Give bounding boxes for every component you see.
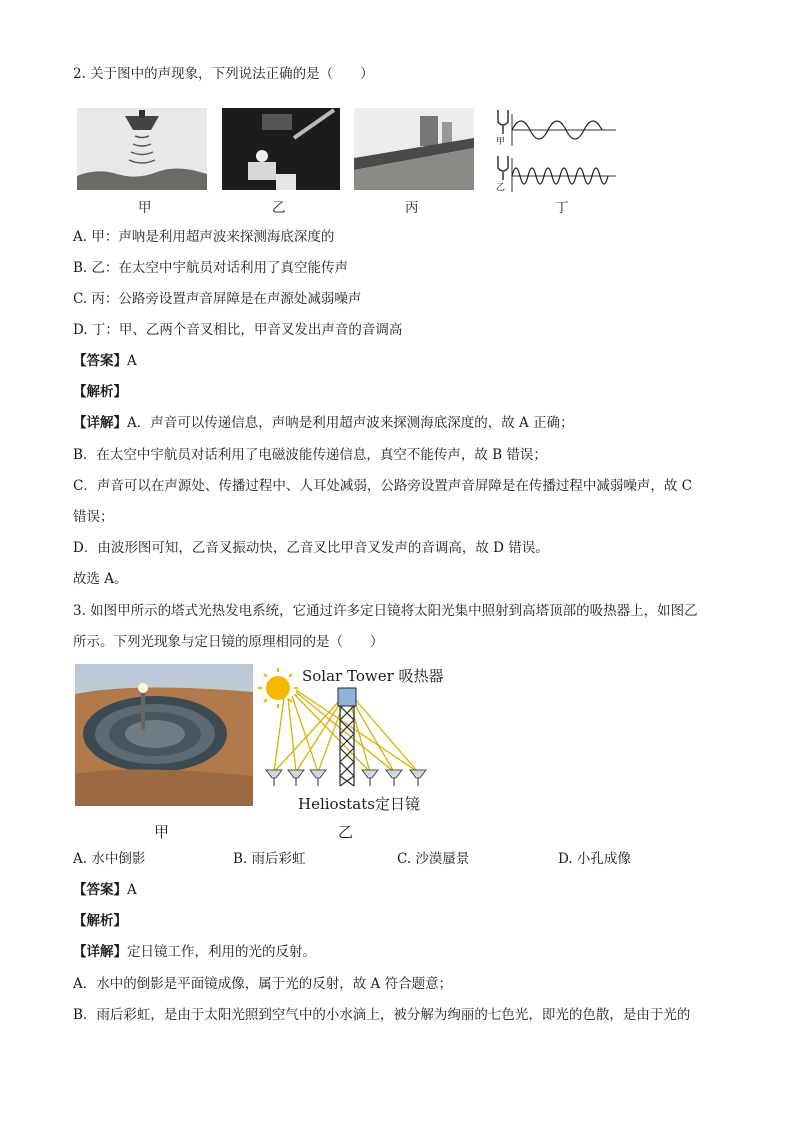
q3-option-a: A. 水中倒影 <box>73 851 146 867</box>
q2-explanation-a: 【详解】A．声音可以传递信息，声呐是利用超声波来探测海底深度的，故 A 正确； <box>73 415 574 431</box>
q2-wave-label-jia: 甲 <box>496 137 506 147</box>
q3-stem-line1: 3. 如图甲所示的塔式光热发电系统，它通过许多定日镜将太阳光集中照射到高塔顶部的吸热器上，如图乙 <box>73 603 698 619</box>
q3-answer-tag: 【答案】 <box>73 882 127 898</box>
q3-option-c: C. 沙漠蜃景 <box>397 851 470 867</box>
q2-answer-tag: 【答案】 <box>73 353 127 369</box>
q2-figure-ding-waveforms <box>494 106 620 194</box>
q3-answer-value: A <box>127 882 137 898</box>
q3-option-b: B. 雨后彩虹 <box>233 851 306 867</box>
q2-option-b: B. 乙：在太空中宇航员对话利用了真空能传声 <box>73 260 349 276</box>
q2-wave-label-yi: 乙 <box>496 183 506 193</box>
q2-figure-bing-noise-barrier-image <box>354 108 474 190</box>
q2-explanation-c-cont: 错误； <box>73 509 114 525</box>
sun-icon <box>258 668 298 708</box>
q2-detail-tag: 【详解】 <box>73 415 127 431</box>
q2-caption-jia: 甲 <box>138 200 152 216</box>
q2-answer-value: A <box>127 353 137 369</box>
q3-analysis-tag: 【解析】 <box>73 913 127 929</box>
q2-caption-yi: 乙 <box>272 200 286 216</box>
q2-option-d: D. 丁：甲、乙两个音叉相比，甲音叉发出声音的音调高 <box>73 322 403 338</box>
q3-figure-jia-solar-plant-photo <box>75 664 253 806</box>
q3-detail-tag: 【详解】 <box>73 944 127 960</box>
q2-explanation-d: D．由波形图可知，乙音叉振动快，乙音叉比甲音叉发声的音调高，故 D 错误。 <box>73 540 549 556</box>
q3-diagram-label-heliostats: Heliostats定日镜 <box>298 795 420 813</box>
q2-explanation-c: C．声音可以在声源处、传播过程中、人耳处减弱，公路旁设置声音屏障是在传播过程中减弱噪声，故 C <box>73 478 692 494</box>
q3-caption-yi: 乙 <box>338 823 354 841</box>
q3-diagram-label-tower: Solar Tower 吸热器 <box>302 667 444 685</box>
q2-option-c: C. 丙：公路旁设置声音屏障是在声源处减弱噪声 <box>73 291 362 307</box>
q2-figure-yi-astronaut-image <box>222 108 340 190</box>
q2-conclusion: 故选 A。 <box>73 571 128 587</box>
q2-caption-ding: 丁 <box>555 200 569 216</box>
q3-explanation-intro: 【详解】定日镜工作，利用的光的反射。 <box>73 944 316 960</box>
q2-stem: 2. 关于图中的声现象，下列说法正确的是（ ） <box>73 66 374 82</box>
q3-caption-jia: 甲 <box>154 823 170 841</box>
q2-answer <box>73 352 137 370</box>
q3-stem-line2: 所示。下列光现象与定日镜的原理相同的是（ ） <box>73 634 384 650</box>
q3-explanation-b: B．雨后彩虹，是由于太阳光照到空气中的小水滴上，被分解为绚丽的七色光，即光的色散，是由于光的 <box>73 1007 691 1023</box>
q2-analysis-tag: 【解析】 <box>73 384 127 400</box>
q2-caption-bing: 丙 <box>405 200 419 216</box>
q3-answer <box>73 881 137 899</box>
q2-figure-jia-sonar-image <box>77 108 207 190</box>
q2-explanation-b: B．在太空中宇航员对话利用了电磁波能传递信息，真空不能传声，故 B 错误； <box>73 447 547 463</box>
q2-option-a: A. 甲：声呐是利用超声波来探测海底深度的 <box>73 229 335 245</box>
q3-option-d: D. 小孔成像 <box>558 851 631 867</box>
q3-explanation-a: A．水中的倒影是平面镜成像，属于光的反射，故 A 符合题意； <box>73 976 453 992</box>
